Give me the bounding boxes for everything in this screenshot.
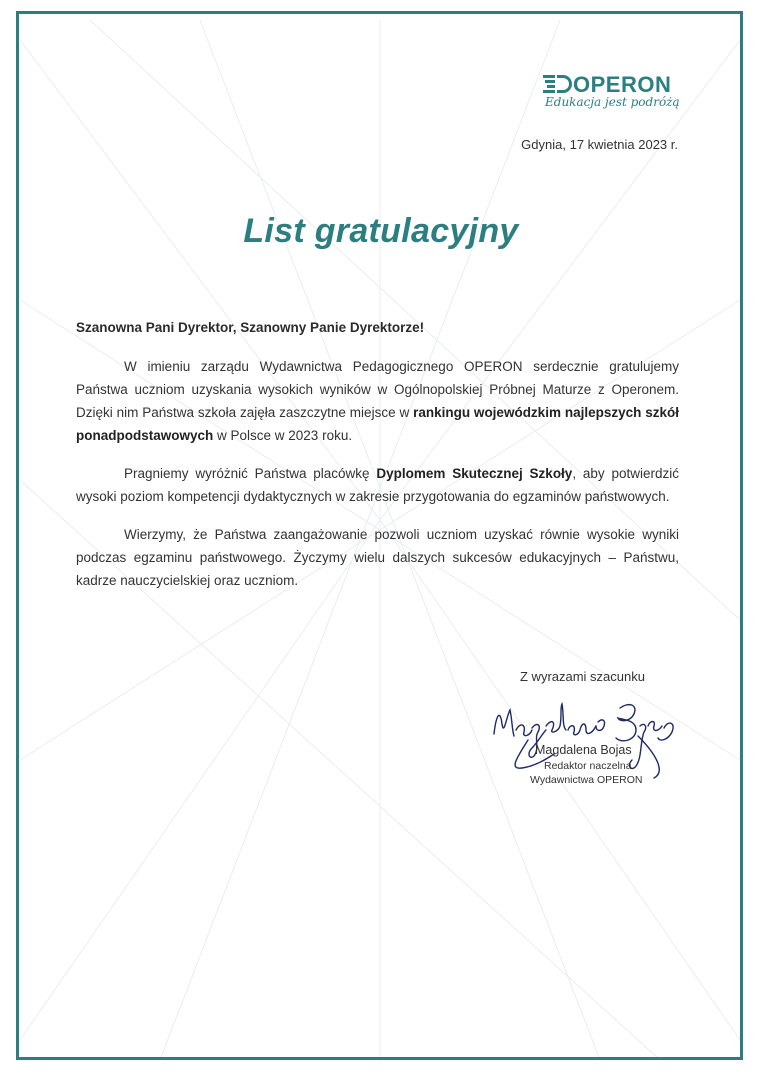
letter-greeting: Szanowna Pani Dyrektor, Szanowny Panie Dyrektorze! (76, 320, 425, 335)
letter-date: Gdynia, 17 kwietnia 2023 r. (521, 137, 678, 152)
letter-title: List gratulacyjny (243, 212, 519, 250)
ranking-highlight: rankingu wojewódzkim najlepszych szkół ponadpodstawowych (76, 405, 679, 443)
logo-wordmark: OPERON (573, 72, 672, 97)
paragraph-1: W imieniu zarządu Wydawnictwa Pedagogicznego OPERON serdecznie gratulujemy Państwa uczniom uzyskania wysokich wyników w Ogólnopolskiej Próbnej Maturze z Operonem. Dzięki nim Państwa szkoła zajęła zaszczytne miejsce w rankingu wojewódzkim najlepszych szkół ponadpodstawowych w Polsce w 2023 roku. (76, 359, 679, 443)
operon-logo (543, 72, 683, 118)
signatory-name: Magdalena Bojas (535, 743, 632, 757)
handwritten-signature (488, 696, 688, 786)
operon-logo-icon (543, 74, 573, 94)
paragraph-3: Wierzymy, że Państwa zaangażowanie pozwoli uczniom uzyskać równie wysokie wyniki podczas egzaminu państwowego. Życzymy wielu dalszych sukcesów edukacyjnych – Państwu, kadrze nauczycielskiej oraz uczniom. (76, 527, 679, 588)
signatory-role: Redaktor naczelna (544, 760, 632, 772)
signatory-organization: Wydawnictwa OPERON (530, 774, 643, 786)
diploma-highlight: Dyplomem Skutecznej Szkoły (376, 466, 573, 481)
closing-phrase: Z wyrazami szacunku (520, 669, 645, 684)
logo-tagline: Edukacja jest podróżą (545, 95, 680, 109)
paragraph-2: Pragniemy wyróżnić Państwa placówkę Dyplomem Skutecznej Szkoły, aby potwierdzić wysoki poziom kompetencji dydaktycznych w zakresie przygotowania do egzaminów państwowych. (76, 466, 680, 504)
letter-body (76, 355, 679, 607)
